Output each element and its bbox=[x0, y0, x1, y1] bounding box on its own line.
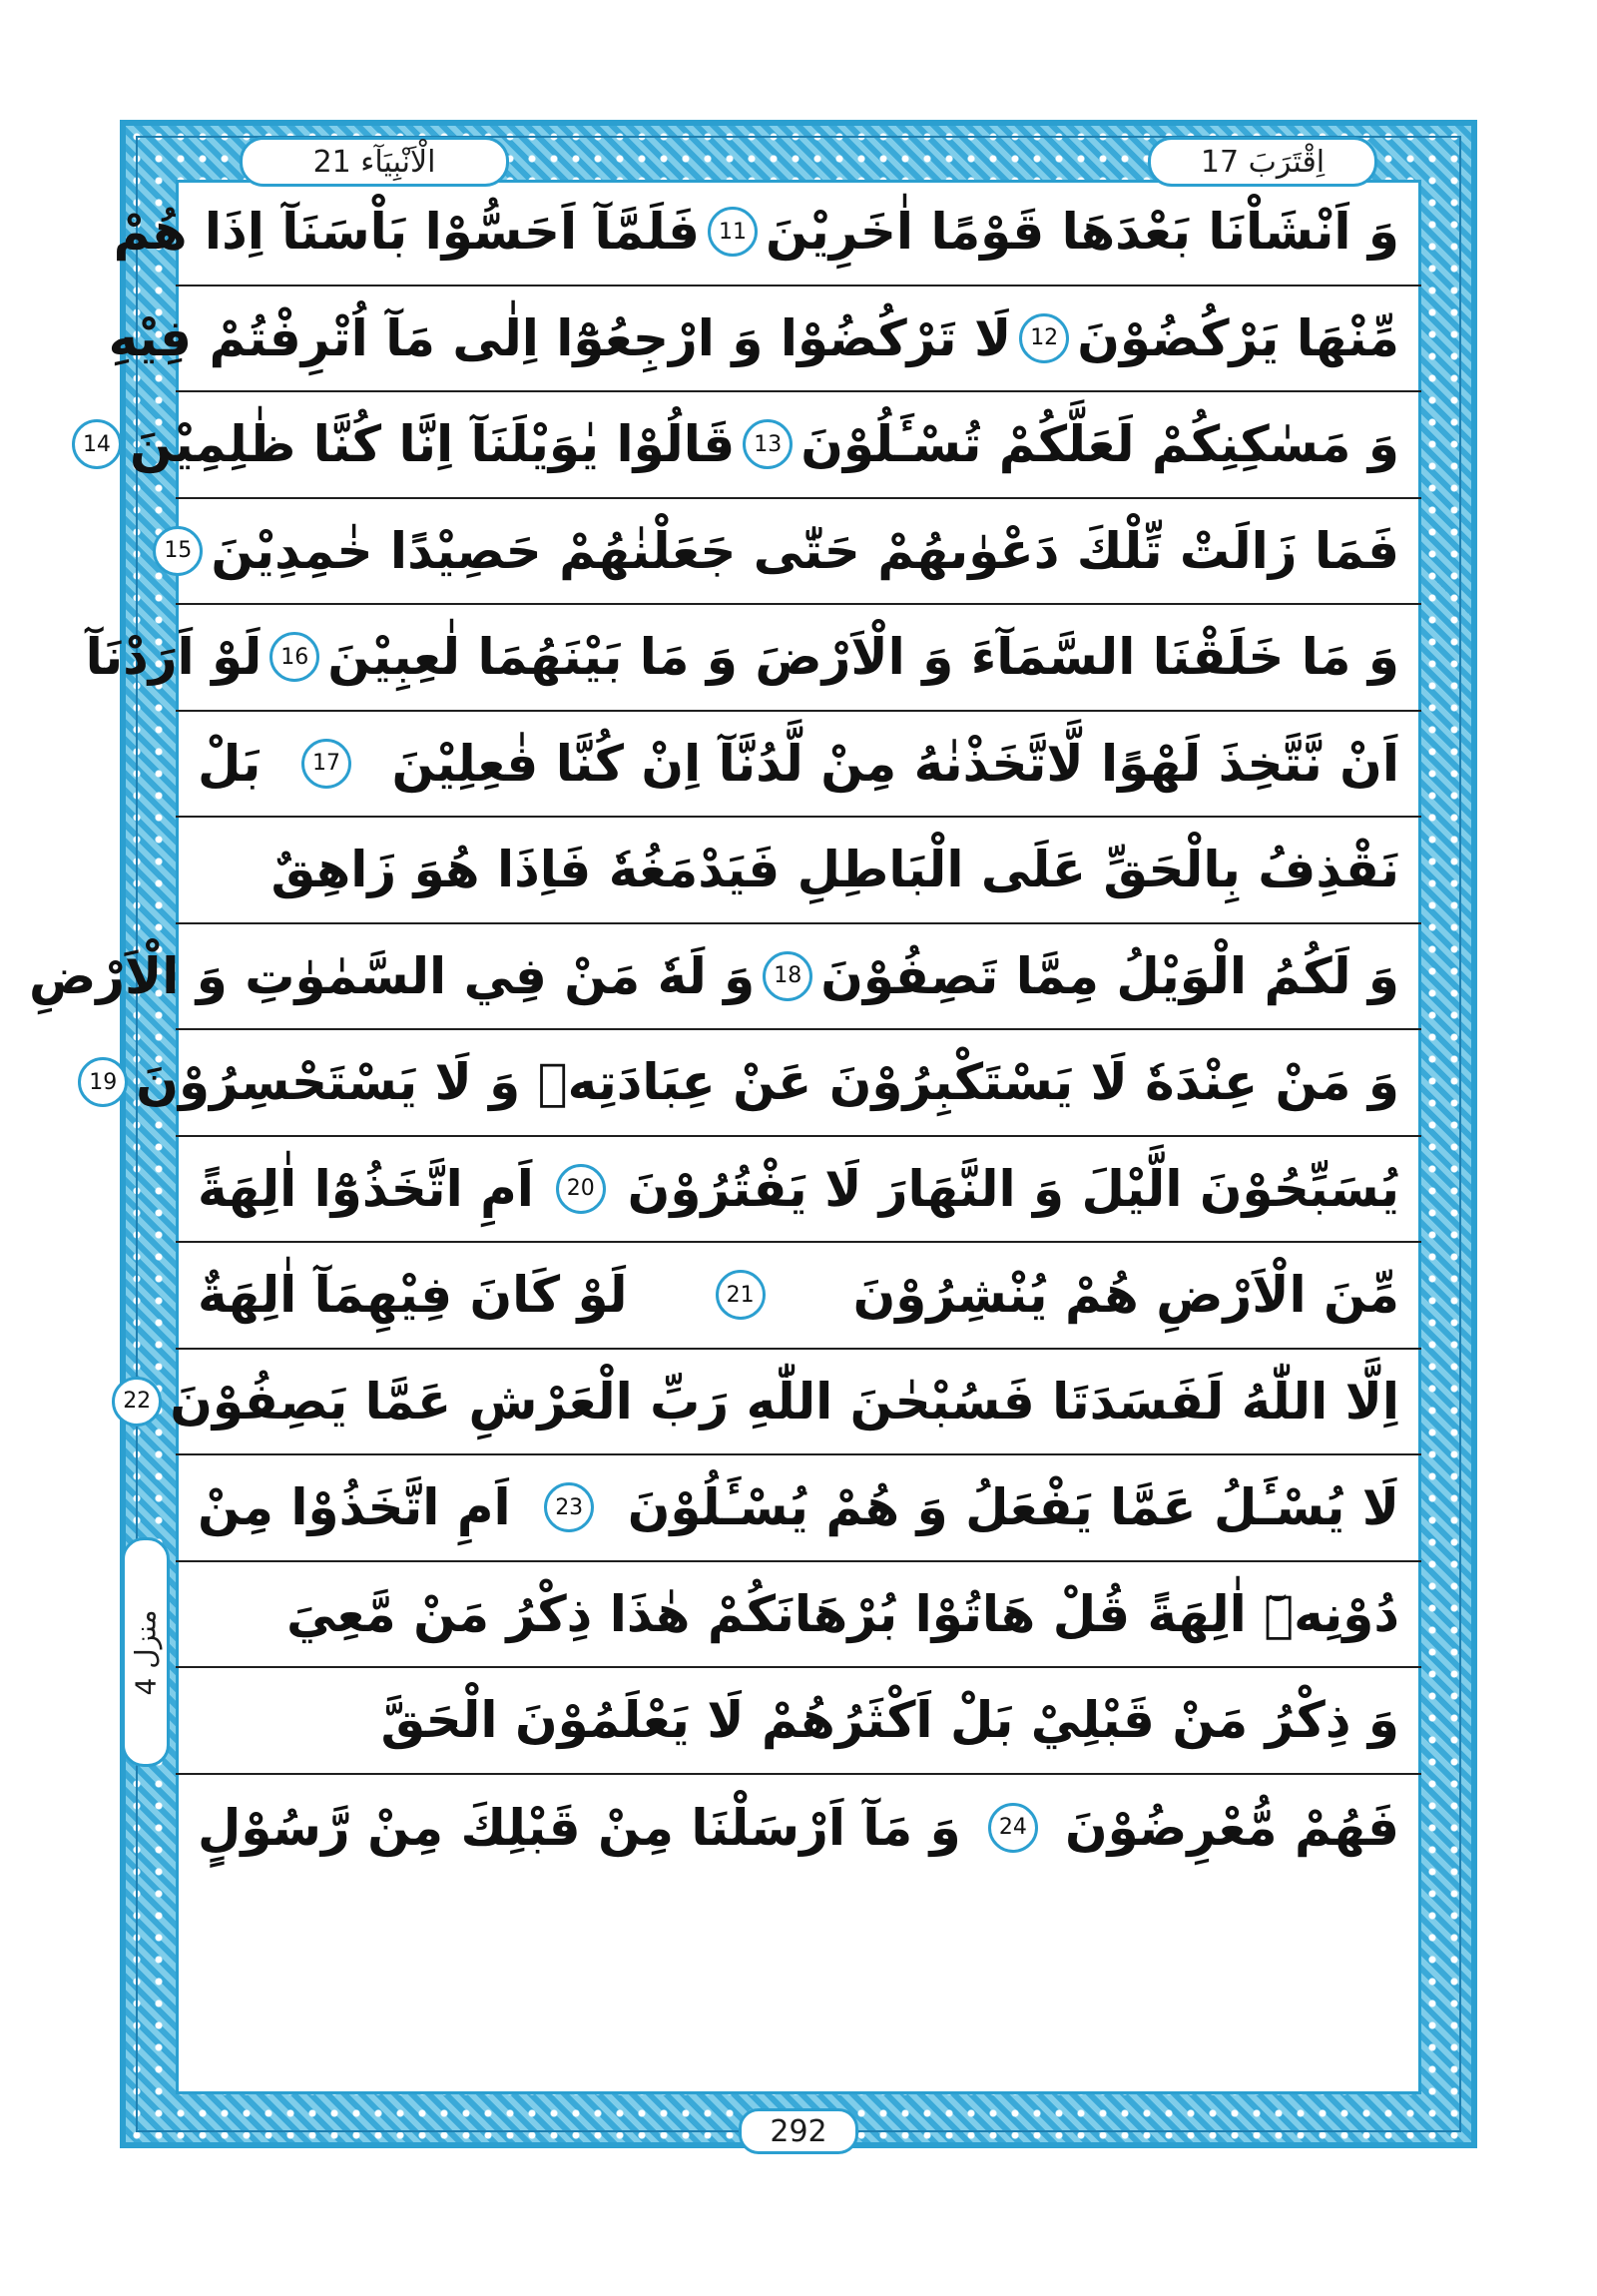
verse-line bbox=[176, 818, 1421, 924]
verse-text: اِلَّا اللّٰهُ لَفَسَدَتَا فَسُبْحٰنَ اللّٰهِ رَبِّ الْعَرْشِ عَمَّا يَصِفُوْنَ bbox=[170, 1372, 1399, 1431]
verse-line bbox=[176, 1243, 1421, 1350]
verse-text: وَ مَآ اَرْسَلْنَا مِنْ قَبْلِكَ مِنْ رَّسُوْلٍ bbox=[198, 1798, 961, 1857]
verse-text: بَلْ bbox=[198, 734, 262, 793]
verse-text: لَوْ كَانَ فِيْهِمَآ اٰلِهَةٌ bbox=[198, 1266, 628, 1325]
ayah-number-marker: 15 bbox=[153, 526, 203, 576]
page-number bbox=[739, 2108, 858, 2154]
verse-text: نَقْذِفُ بِالْحَقِّ عَلَى الْبَاطِلِ فَيَدْمَغُهٗ فَاِذَا هُوَ زَاهِقٌ bbox=[270, 841, 1399, 899]
verse-text: وَ اَنْشَاْنَا بَعْدَهَا قَوْمًا اٰخَرِيْنَ bbox=[765, 203, 1399, 262]
verse-line bbox=[82, 392, 1421, 499]
verse-line bbox=[123, 1350, 1421, 1456]
verse-line bbox=[176, 1137, 1421, 1244]
verse-text: وَ مَنْ عِنْدَهٗ لَا يَسْتَكْبِرُوْنَ عَنْ عِبَادَتِهٖ وَ لَا يَسْتَحْسِرُوْنَ bbox=[136, 1053, 1399, 1112]
verse-line bbox=[164, 499, 1421, 606]
verse-text: وَ لَكُمُ الْوَيْلُ مِمَّا تَصِفُوْنَ bbox=[820, 946, 1399, 1005]
verse-line bbox=[176, 1455, 1421, 1562]
verse-text: وَ لَهٗ مَنْ فِي السَّمٰوٰتِ وَ الْاَرْضِ bbox=[28, 946, 756, 1005]
verse-text: مِّنْهَا يَرْكُضُوْنَ bbox=[1077, 308, 1399, 367]
ayah-number-marker: 22 bbox=[112, 1377, 162, 1427]
verse-text: فَلَمَّآ اَحَسُّوْا بَاْسَنَآ اِذَا هُمْ bbox=[113, 203, 700, 262]
verse-text: وَ ذِكْرُ مَنْ قَبْلِيْ بَلْ اَكْثَرُهُمْ لَا يَعْلَمُوْنَ الْحَقَّ bbox=[380, 1691, 1399, 1750]
verse-line bbox=[113, 180, 1421, 287]
surah-name: الْاَنْبِيَآء 21 bbox=[312, 144, 436, 180]
ayah-number-marker: 18 bbox=[763, 951, 812, 1001]
ayah-number-marker: 24 bbox=[988, 1803, 1038, 1853]
verse-text: مِّنَ الْاَرْضِ هُمْ يُنْشِرُوْنَ bbox=[852, 1266, 1399, 1325]
ayah-number-marker: 21 bbox=[716, 1270, 766, 1320]
verse-line bbox=[176, 712, 1421, 819]
verse-line bbox=[28, 924, 1421, 1031]
verse-line bbox=[176, 1668, 1421, 1775]
verse-text: لَا يُسْـَٔلُ عَمَّا يَفْعَلُ وَ هُمْ يُسْـَٔلُوْنَ bbox=[627, 1478, 1399, 1537]
ayah-number-marker: 19 bbox=[78, 1057, 128, 1107]
verse-line bbox=[85, 605, 1421, 712]
juz-name: اِقْتَرَبَ 17 bbox=[1200, 144, 1326, 180]
ayah-number-marker: 16 bbox=[269, 632, 319, 682]
verse-text: اَنْ نَّتَّخِذَ لَهْوًا لَّاتَّخَذْنٰهُ مِنْ لَّدُنَّآ اِنْ كُنَّا فٰعِلِيْنَ bbox=[391, 734, 1399, 793]
ayah-number-marker: 17 bbox=[301, 739, 351, 789]
verse-line bbox=[176, 1562, 1421, 1669]
manzil-label bbox=[122, 1537, 170, 1767]
manzil-text: منزل 4 bbox=[129, 1609, 163, 1695]
ayah-number-marker: 11 bbox=[708, 207, 758, 257]
page-number-text: 292 bbox=[770, 2113, 827, 2149]
verse-text: يُسَبِّحُوْنَ الَّيْلَ وَ النَّهَارَ لَا يَفْتُرُوْنَ bbox=[627, 1159, 1399, 1218]
ayah-number-marker: 20 bbox=[556, 1164, 606, 1214]
verse-line bbox=[108, 287, 1421, 393]
verse-text: لَوْ اَرَدْنَآ bbox=[85, 628, 263, 687]
verse-line bbox=[89, 1030, 1421, 1137]
ayah-number-marker: 23 bbox=[544, 1482, 594, 1532]
verse-text: وَ مَا خَلَقْنَا السَّمَآءَ وَ الْاَرْضَ وَ مَا بَيْنَهُمَا لٰعِبِيْنَ bbox=[327, 628, 1399, 687]
verse-text: فَهُمْ مُّعْرِضُوْنَ bbox=[1065, 1798, 1399, 1857]
ayah-number-marker: 14 bbox=[72, 419, 122, 469]
verse-text: لَا تَرْكُضُوْا وَ ارْجِعُوْٓا اِلٰى مَآ اُتْرِفْتُمْ فِيْهِ bbox=[108, 308, 1012, 367]
ayah-number-marker: 12 bbox=[1019, 313, 1069, 363]
ayah-number-marker: 13 bbox=[743, 419, 793, 469]
verse-text: وَ مَسٰكِنِكُمْ لَعَلَّكُمْ تُسْـَٔلُوْنَ bbox=[800, 415, 1399, 474]
verse-text: اَمِ اتَّخَذُوْٓا اٰلِهَةً bbox=[198, 1159, 534, 1218]
verse-text: اَمِ اتَّخَذُوْا مِنْ bbox=[198, 1478, 511, 1537]
verse-text: دُوْنِهٖٓ اٰلِهَةً قُلْ هَاتُوْا بُرْهَانَكُمْ هٰذَا ذِكْرُ مَنْ مَّعِيَ bbox=[285, 1584, 1399, 1643]
verse-text: فَمَا زَالَتْ تِّلْكَ دَعْوٰىهُمْ حَتّٰى جَعَلْنٰهُمْ حَصِيْدًا خٰمِدِيْنَ bbox=[211, 521, 1399, 580]
verse-text: قَالُوْا يٰوَيْلَنَآ اِنَّا كُنَّا ظٰلِمِيْنَ bbox=[129, 415, 736, 474]
verse-line bbox=[176, 1775, 1421, 1882]
